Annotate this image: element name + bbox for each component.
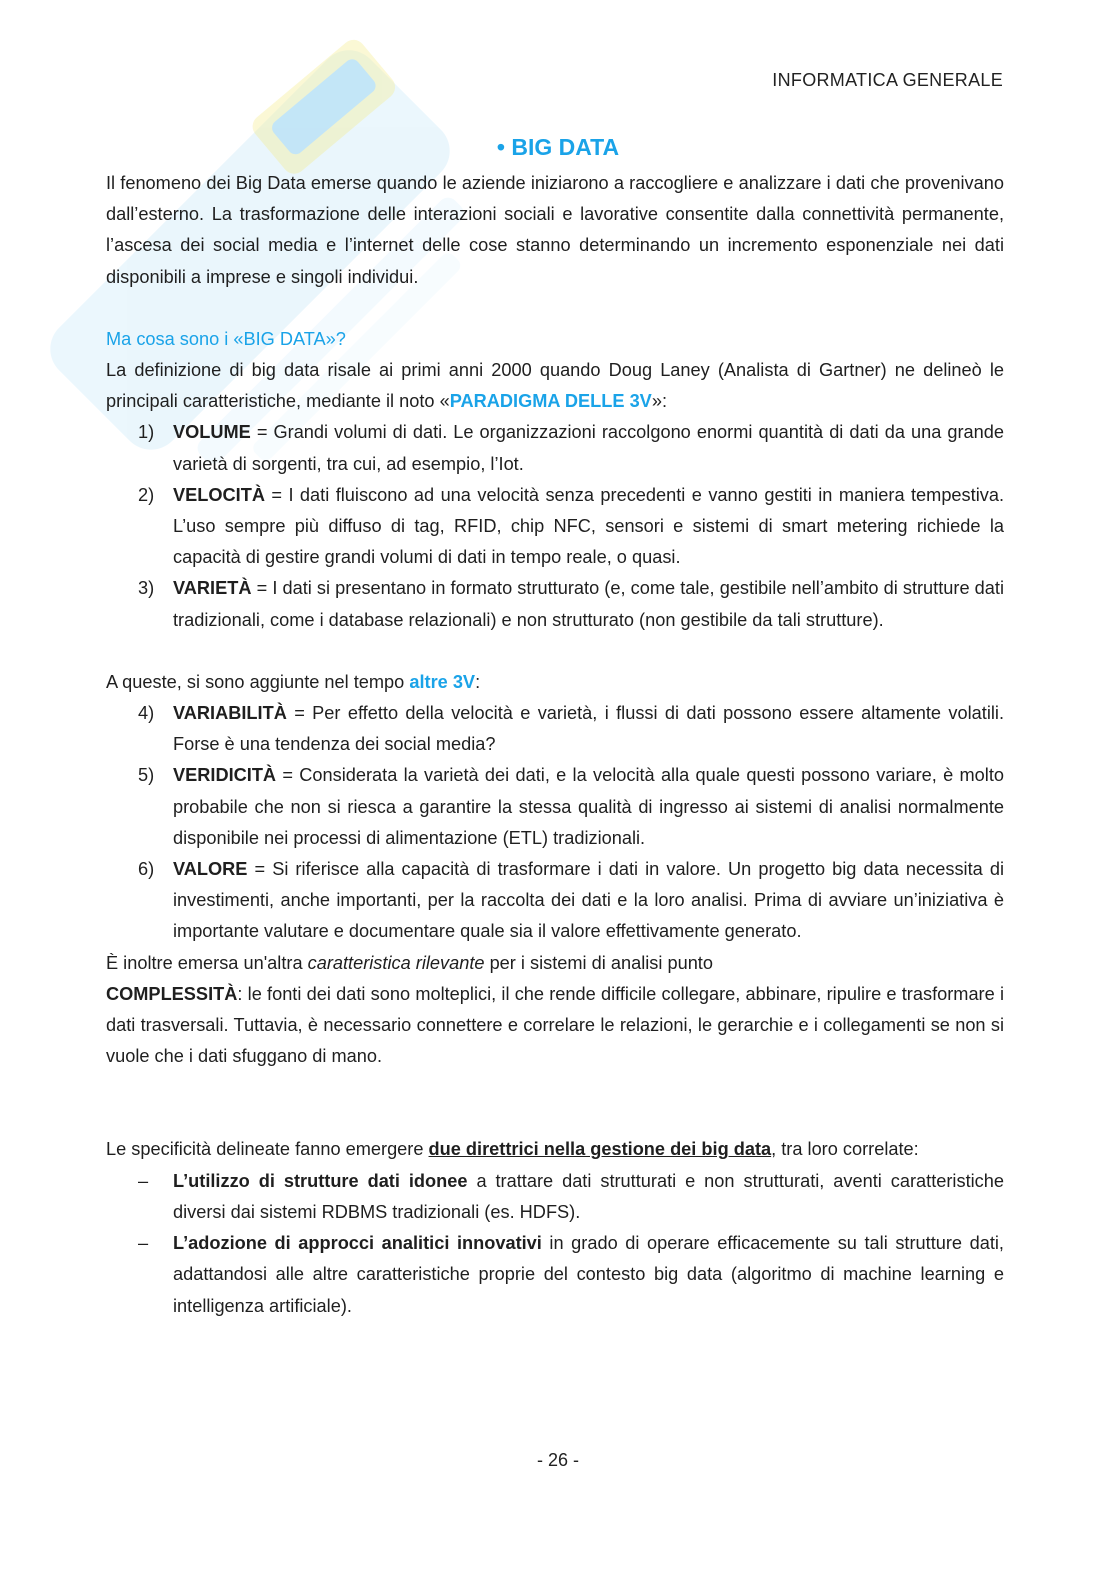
second-v-list [106, 698, 1004, 948]
definition-paragraph: La definizione di big data risale ai primi anni 2000 quando Doug Laney (Analista di Gartner) ne delineò le principali caratteristiche, mediante il noto «PARADIGMA DELLE 3V»: [106, 360, 1004, 412]
directions-list [106, 1166, 1004, 1322]
first-v-list [106, 417, 1004, 635]
list-item: 3) VARIETÀ = I dati si presentano in formato strutturato (e, come tale, gestibile nell’ambito di strutture dati tradizionali, come i database relazionali) e non strutturato (non gestibile da tali strutture). [138, 578, 1004, 630]
paradigm-highlight: PARADIGMA DELLE 3V [449, 391, 652, 412]
other-v-intro: A queste, si sono aggiunte nel tempo altre 3V: [106, 671, 481, 692]
extra-characteristic: È inoltre emersa un'altra caratteristica rilevante per i sistemi di analisi punto [106, 952, 713, 973]
list-item: 2) VELOCITÀ = I dati fluiscono ad una velocità senza precedenti e vanno gestiti in maniera tempestiva. L’uso sempre più diffuso di tag, RFID, chip NFC, sensori e sistemi di smart metering richiede la capacità di gestire grandi volumi di dati in tempo reale, o quasi. [138, 484, 1004, 568]
list-item: 5) VERIDICITÀ = Considerata la varietà dei dati, e la velocità alla quale questi possono variare, è molto probabile che non si riesca a garantire la stessa qualità di ingresso ai sistemi di analisi normalmente disponibile nei processi di alimentazione (ETL) tradizionali. [138, 765, 1004, 848]
other-v-highlight: altre 3V [409, 671, 476, 692]
complexity-paragraph: COMPLESSITÀ: le fonti dei dati sono molteplici, il che rende difficile collegare, abbinare, ripulire e trasformare i dati trasversali. Tuttavia, è necessario connettere e correlare le relazioni, le gerarchie e i collegamenti se non si vuole che i dati sfuggano di mano. [106, 983, 1004, 1067]
document-body [106, 168, 1004, 1322]
intro-paragraph: Il fenomeno dei Big Data emerse quando le aziende iniziarono a raccogliere e analizzare i dati che provenivano dall’esterno. La trasformazione delle interazioni sociali e lavorative consentite dalla connettività permanente, l’ascesa dei social media e l’internet delle cose stanno determinando un incremento esponenziale nei dati disponibili a imprese e singoli individui. [106, 173, 1004, 287]
directions-paragraph: Le specificità delineate fanno emergere due direttrici nella gestione dei big data, tra loro correlate: [106, 1139, 919, 1160]
list-item: – L’adozione di approcci analitici innovativi in grado di operare efficacemente su tali strutture dati, adattandosi alle altre caratteristiche proprie del contesto big data (algoritmo di machine learning e intelligenza artificiale). [138, 1233, 1004, 1316]
question-subtitle: Ma cosa sono i «BIG DATA»? [106, 328, 346, 349]
list-item: 4) VARIABILITÀ = Per effetto della velocità e varietà, i flussi di dati possono essere altamente volatili. Forse è una tendenza dei social media? [138, 703, 1004, 755]
list-item: 1) VOLUME = Grandi volumi di dati. Le organizzazioni raccolgono enormi quantità di dati da una grande varietà di sorgenti, tra cui, ad esempio, l’Iot. [138, 422, 1004, 474]
page-number: - 26 - [536, 1450, 579, 1470]
list-item: 6) VALORE = Si riferisce alla capacità di trasformare i dati in valore. Un progetto big data necessita di investimenti, anche importanti, per la raccolta dei dati e la loro analisi. Prima di avviare un’iniziativa è importante valutare e documentare quale sia il valore effettivamente generato. [138, 859, 1004, 942]
list-item: – L’utilizzo di strutture dati idonee a trattare dati strutturati e non strutturati, aventi caratteristiche diversi dai sistemi RDBMS tradizionali (es. HDFS). [138, 1170, 1004, 1222]
section-title: • BIG DATA [496, 134, 620, 160]
page-header: INFORMATICA GENERALE [772, 70, 1003, 90]
